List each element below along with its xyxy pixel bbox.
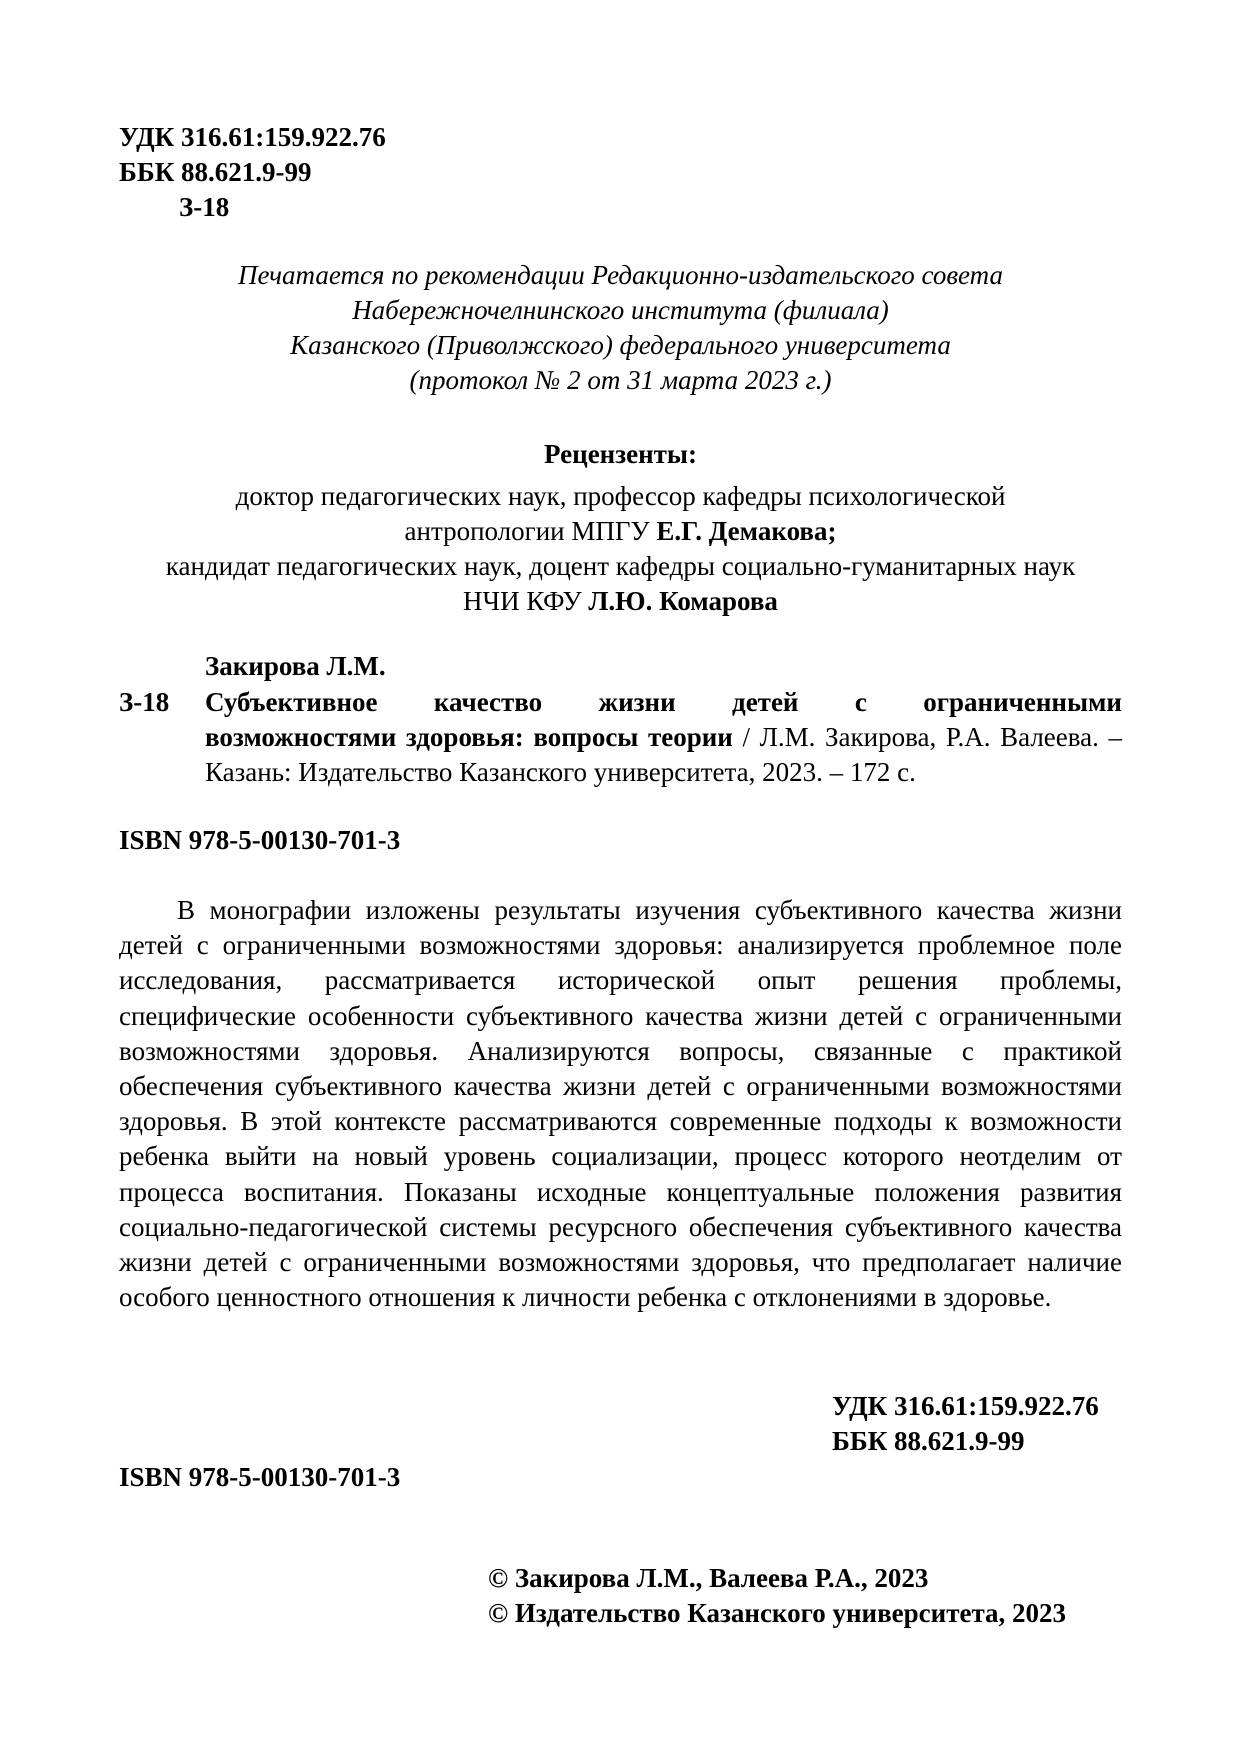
classification-codes-top — [119, 120, 386, 225]
bibliographic-record — [119, 649, 1122, 790]
reviewer-2-org: НЧИ КФУ — [463, 586, 589, 616]
citation-code: З-18 — [119, 687, 170, 717]
reviewer-1-org: антропологии МПГУ — [404, 516, 657, 546]
recommendation-line-1: Печатается по рекомендации Редакционно-издательского совета — [237, 260, 1004, 290]
udk-code: УДК 316.61:159.922.76 — [119, 122, 386, 152]
isbn-bottom: ISBN 978-5-00130-701-3 — [119, 1462, 401, 1492]
citation-title-line-1: Субъективное качество жизни детей с ограниченными — [205, 687, 1122, 717]
reviewer-2-position: кандидат педагогических наук, доцент кафедры социально-гуманитарных наук — [165, 551, 1076, 581]
citation-details: / Л.М. Закирова, Р.А. Валеева. – Казань: Издательство Казанского университета, 2023. – 172 с. — [205, 722, 1122, 787]
bbk-code-bottom: ББК 88.621.9-99 — [832, 1426, 1025, 1456]
reviewer-1-name: Е.Г. Демакова; — [656, 516, 837, 546]
reviewers-section — [119, 437, 1122, 619]
recommendation-line-2: Набережночелнинского института (филиала) — [352, 295, 889, 325]
citation-text — [205, 685, 1122, 790]
isbn-top: ISBN 978-5-00130-701-3 — [119, 825, 401, 855]
recommendation-line-4: (протокол № 2 от 31 марта 2023 г.) — [409, 365, 832, 395]
reviewer-2-name: Л.Ю. Комарова — [588, 586, 778, 616]
citation — [119, 685, 1122, 790]
author-sign: З-18 — [179, 192, 230, 222]
record-author: Закирова Л.М. — [205, 651, 386, 681]
copyright-publisher: © Издательство Казанского университета, 2023 — [488, 1598, 1067, 1628]
udk-code-bottom: УДК 316.61:159.922.76 — [832, 1391, 1099, 1421]
copyright-authors: © Закирова Л.М., Валеева Р.А., 2023 — [488, 1563, 929, 1593]
citation-title-line-2: возможностями здоровья: вопросы теории — [205, 722, 733, 752]
bbk-code: ББК 88.621.9-99 — [119, 157, 312, 187]
reviewers-title: Рецензенты: — [544, 439, 697, 469]
reviewer-1-affiliation — [119, 514, 1122, 549]
publication-recommendation — [119, 258, 1122, 398]
recommendation-line-3: Казанского (Приволжского) федерального университета — [290, 330, 951, 360]
reviewer-2-affiliation — [119, 584, 1122, 619]
abstract-paragraph: В монографии изложены результаты изучения субъективного качества жизни детей с ограниченными возможностями здоровья: анализируется проблемное поле исследования, рассматривается исторической опыт решения проблемы, специфические особенности субъективного качества жизни детей с ограниченными возможностями здоровья. Анализируются вопросы, связанные с практикой обеспечения субъективного качества жизни детей с ограниченными возможностями здоровья. В этой контексте рассматриваются современные подходы к возможности ребенка выйти на новый уровень социализации, процесс которого неотделим от процесса воспитания. Показаны исходные концептуальные положения развития социально-педагогической системы ресурсного обеспечения субъективного качества жизни детей с ограниченными возможностями здоровья, что предполагает наличие особого ценностного отношения к личности ребенка с отклонениями в здоровье. — [119, 895, 1122, 1313]
classification-codes-bottom — [832, 1389, 1099, 1459]
copyright-block — [488, 1561, 1066, 1631]
reviewer-1-position: доктор педагогических наук, профессор кафедры психологической — [235, 481, 1006, 511]
